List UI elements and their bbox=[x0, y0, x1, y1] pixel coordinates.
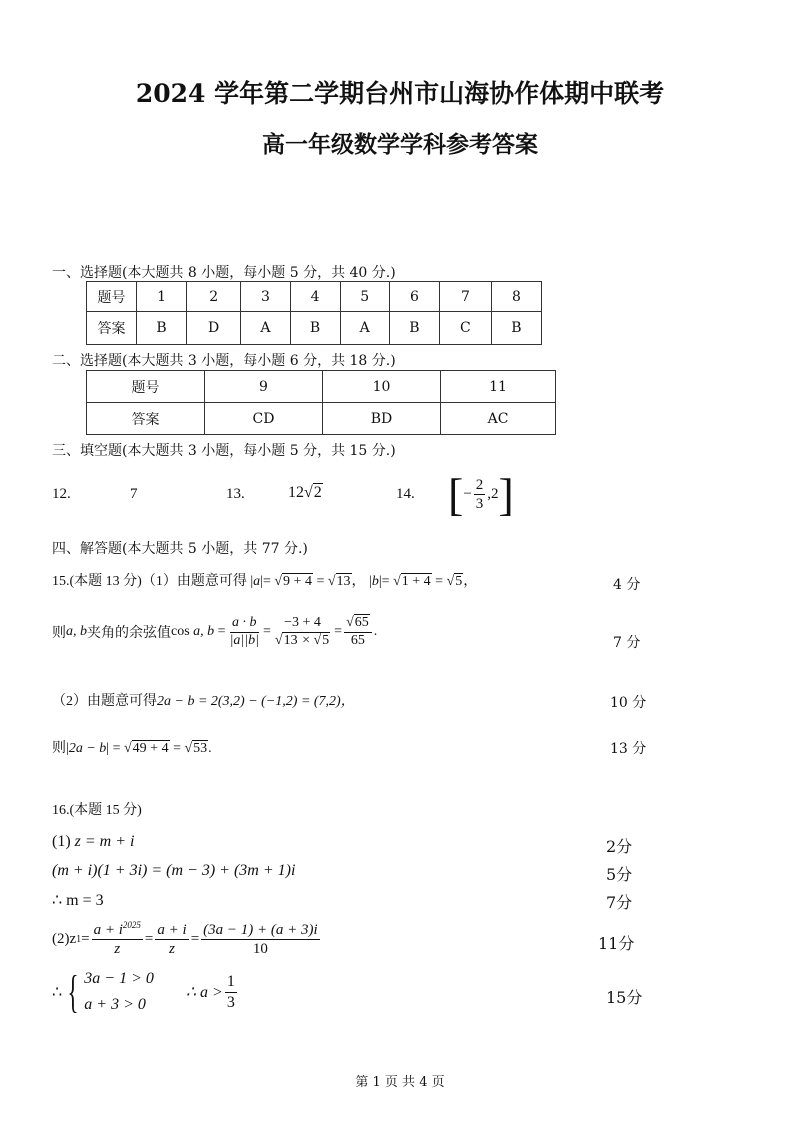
abs-bar: | bbox=[66, 741, 69, 756]
row-label-answer: 答案 bbox=[87, 312, 137, 345]
q16-line4: (2)z 1 = $\frac{a + i^{2025}}{z}$ = $\frac{a + i}{z}$ = $\frac{(3a - 1) + (a + 3)i}{10}$ bbox=[52, 920, 318, 957]
comma: ， bbox=[463, 574, 478, 589]
times: × bbox=[298, 632, 314, 648]
math: 2a − b bbox=[68, 741, 107, 756]
score-label: 15分 bbox=[606, 988, 643, 1007]
fraction bbox=[92, 920, 143, 958]
q15-head: 15.(本题 13 分)（1）由题意可得 bbox=[52, 574, 247, 589]
cos-symbol: cos bbox=[171, 624, 190, 640]
q14-answer bbox=[448, 468, 514, 521]
abs-b: |b| bbox=[369, 574, 382, 589]
eq-sign: = bbox=[381, 574, 394, 589]
period: . bbox=[373, 624, 378, 640]
row-label-answer: 答案 bbox=[87, 403, 205, 435]
q16-line2: (m + i)(1 + 3i) = (m − 3) + (3m + 1)i bbox=[52, 862, 296, 879]
sqrt-sign: √ bbox=[446, 574, 455, 589]
denominator: z bbox=[169, 940, 175, 957]
table-cell: 9 bbox=[205, 371, 323, 403]
fraction bbox=[273, 615, 332, 650]
q13-radicand: 2 bbox=[313, 484, 322, 501]
q13-label: 13. bbox=[226, 486, 245, 502]
table-cell: AC bbox=[441, 403, 556, 435]
q16-line3: ∴ m = 3 bbox=[52, 892, 104, 909]
eq-sign: = bbox=[81, 930, 90, 947]
table-cell: C bbox=[439, 312, 491, 345]
table-cell: A bbox=[241, 312, 290, 345]
denominator: 10 bbox=[252, 940, 268, 957]
text: 则 bbox=[52, 626, 66, 642]
row-label-number: 题号 bbox=[87, 371, 205, 403]
q15-line2: 则 a, b 夹角的余弦值 cos a, b = $\frac{a \cdot b}{|a||b|}$ = $\frac{-3 + 4}{√13 \times √5}$ = $\frac{√65}{65}$ . bbox=[52, 615, 378, 648]
table-cell: 7 bbox=[439, 282, 491, 312]
eq-sign: = bbox=[109, 741, 124, 756]
table-cell: 1 bbox=[137, 282, 187, 312]
sqrt-sign: √ bbox=[393, 574, 401, 589]
radicand: 5 bbox=[322, 632, 330, 648]
q15-line1: 15.(本题 13 分)（1）由题意可得 |a|= √9 + 4 = √13， |b|= √1 + 4 = √5， bbox=[52, 574, 478, 589]
sqrt-sign: √ bbox=[327, 574, 336, 589]
score-label: 11分 bbox=[598, 934, 635, 953]
math: z = m + i bbox=[74, 833, 135, 850]
q14-label: 14. bbox=[396, 486, 415, 502]
numerator: (3a − 1) + (a + 3)i bbox=[203, 921, 318, 938]
text: (2)z bbox=[52, 930, 77, 947]
table-cell: 11 bbox=[441, 371, 556, 403]
table-cell: A bbox=[340, 312, 389, 345]
right-bracket: ] bbox=[498, 469, 514, 520]
numerator: 2 bbox=[475, 477, 484, 493]
denominator: 3 bbox=[226, 993, 235, 1011]
num-text: a + i bbox=[93, 922, 123, 938]
numerator: −3 + 4 bbox=[282, 615, 323, 633]
q16-line5 bbox=[52, 966, 239, 1018]
radicand: 13 bbox=[283, 632, 298, 648]
left-brace: { bbox=[67, 966, 79, 1017]
comma: ， bbox=[351, 574, 366, 589]
superscript: 2025 bbox=[122, 920, 141, 930]
conclusion: ∴ a > bbox=[185, 984, 223, 1001]
q15-line4: 则|2a − b| = √49 + 4 = √53. bbox=[52, 741, 212, 756]
table-cell: 4 bbox=[290, 282, 340, 312]
score-label: 10 分 bbox=[610, 695, 647, 711]
left-bracket: [ bbox=[448, 469, 464, 520]
table-cell: 8 bbox=[491, 282, 541, 312]
q14-tail: ,2 bbox=[487, 485, 499, 502]
radicand: 1 + 4 bbox=[401, 574, 431, 589]
therefore-symbol: ∴ bbox=[52, 984, 63, 1001]
table-cell: CD bbox=[205, 403, 323, 435]
period: . bbox=[208, 741, 212, 756]
section3-heading: 三、填空题(本大题共 3 小题，每小题 5 分，共 15 分.) bbox=[52, 443, 396, 459]
radicand: 49 + 4 bbox=[132, 741, 169, 756]
radicand: 9 + 4 bbox=[283, 574, 312, 589]
table-cell: B bbox=[290, 312, 340, 345]
score-label: 2分 bbox=[606, 837, 633, 856]
sqrt-sign: √ bbox=[304, 484, 313, 501]
eq-sign: = bbox=[262, 574, 275, 589]
fraction bbox=[225, 972, 237, 1011]
table-cell: 3 bbox=[241, 282, 290, 312]
q15-line3 bbox=[52, 690, 355, 710]
table-cell: B bbox=[389, 312, 439, 345]
numerator: 1 bbox=[225, 972, 237, 992]
text: 夹角的余弦值 bbox=[87, 626, 171, 642]
fraction bbox=[228, 615, 261, 650]
q16-line1 bbox=[52, 833, 134, 851]
table-cell: 10 bbox=[323, 371, 441, 403]
page-footer: 第 1 页 共 4 页 bbox=[355, 1075, 445, 1090]
numerator: a · b bbox=[230, 615, 259, 633]
score-label: 7分 bbox=[606, 893, 633, 912]
row-label-number: 题号 bbox=[87, 282, 137, 312]
inequality: a + 3 > 0 bbox=[84, 996, 146, 1013]
q14-fraction bbox=[474, 476, 486, 513]
denominator: √13 × √5 bbox=[274, 632, 330, 648]
section4-heading: 四、解答题(本大题共 5 小题，共 77 分.) bbox=[52, 541, 308, 557]
radicand: 13 bbox=[336, 574, 351, 589]
q16-head: 16.(本题 15 分) bbox=[52, 803, 142, 818]
table-cell: BD bbox=[323, 403, 441, 435]
section2-table bbox=[86, 370, 556, 435]
sqrt-sign: √ bbox=[274, 574, 283, 589]
score-label: 4 分 bbox=[613, 577, 641, 593]
table-cell: 5 bbox=[340, 282, 389, 312]
table-cell: B bbox=[491, 312, 541, 345]
text: (1) bbox=[52, 833, 71, 850]
numerator: √65 bbox=[344, 615, 372, 633]
text: （2）由题意可得 bbox=[52, 694, 157, 709]
numerator bbox=[92, 920, 143, 940]
score-label: 5分 bbox=[606, 865, 633, 884]
fraction bbox=[201, 921, 320, 958]
denominator: 65 bbox=[350, 632, 365, 648]
abs-a: |a| bbox=[250, 574, 263, 589]
page-subtitle: 高一年级数学学科参考答案 bbox=[262, 131, 538, 158]
section1-table bbox=[86, 281, 542, 345]
subscript: 1 bbox=[76, 933, 82, 945]
radicand: 65 bbox=[354, 615, 369, 630]
denominator: 3 bbox=[475, 496, 484, 512]
angle-vectors: a, b bbox=[193, 624, 215, 640]
q12-label: 12. bbox=[52, 486, 71, 502]
radicand: 5 bbox=[455, 574, 463, 589]
q12-answer: 7 bbox=[130, 486, 138, 502]
minus-sign: − bbox=[463, 485, 472, 502]
q13-coef: 12 bbox=[288, 484, 304, 501]
inequality: 3a − 1 > 0 bbox=[84, 970, 154, 987]
table-cell: B bbox=[137, 312, 187, 345]
section2-heading: 二、选择题(本大题共 3 小题，每小题 6 分，共 18 分.) bbox=[52, 353, 396, 369]
eq-sign: = bbox=[312, 574, 328, 589]
math: 2a − b = 2(3,2) − (−1,2) = (7,2)， bbox=[157, 694, 355, 709]
inequality-system bbox=[84, 966, 154, 1018]
abs-bar: | bbox=[106, 741, 110, 756]
section1-heading: 一、选择题(本大题共 8 小题，每小题 5 分，共 40 分.) bbox=[52, 265, 396, 281]
fraction bbox=[344, 615, 372, 650]
vectors: a, b bbox=[66, 624, 87, 640]
table-cell: 2 bbox=[187, 282, 241, 312]
denominator: |a||b| bbox=[229, 632, 259, 648]
score-label: 7 分 bbox=[613, 635, 641, 651]
score-label: 13 分 bbox=[610, 741, 647, 757]
fraction bbox=[155, 921, 188, 958]
page-title: 2024 学年第二学期台州市山海协作体期中联考 bbox=[135, 79, 665, 108]
radicand: 53 bbox=[193, 741, 208, 756]
table-cell: D bbox=[187, 312, 241, 345]
table-cell: 6 bbox=[389, 282, 439, 312]
numerator: a + i bbox=[157, 921, 187, 938]
text: 则 bbox=[52, 741, 66, 756]
denominator: z bbox=[114, 941, 121, 957]
q13-answer bbox=[288, 484, 323, 502]
